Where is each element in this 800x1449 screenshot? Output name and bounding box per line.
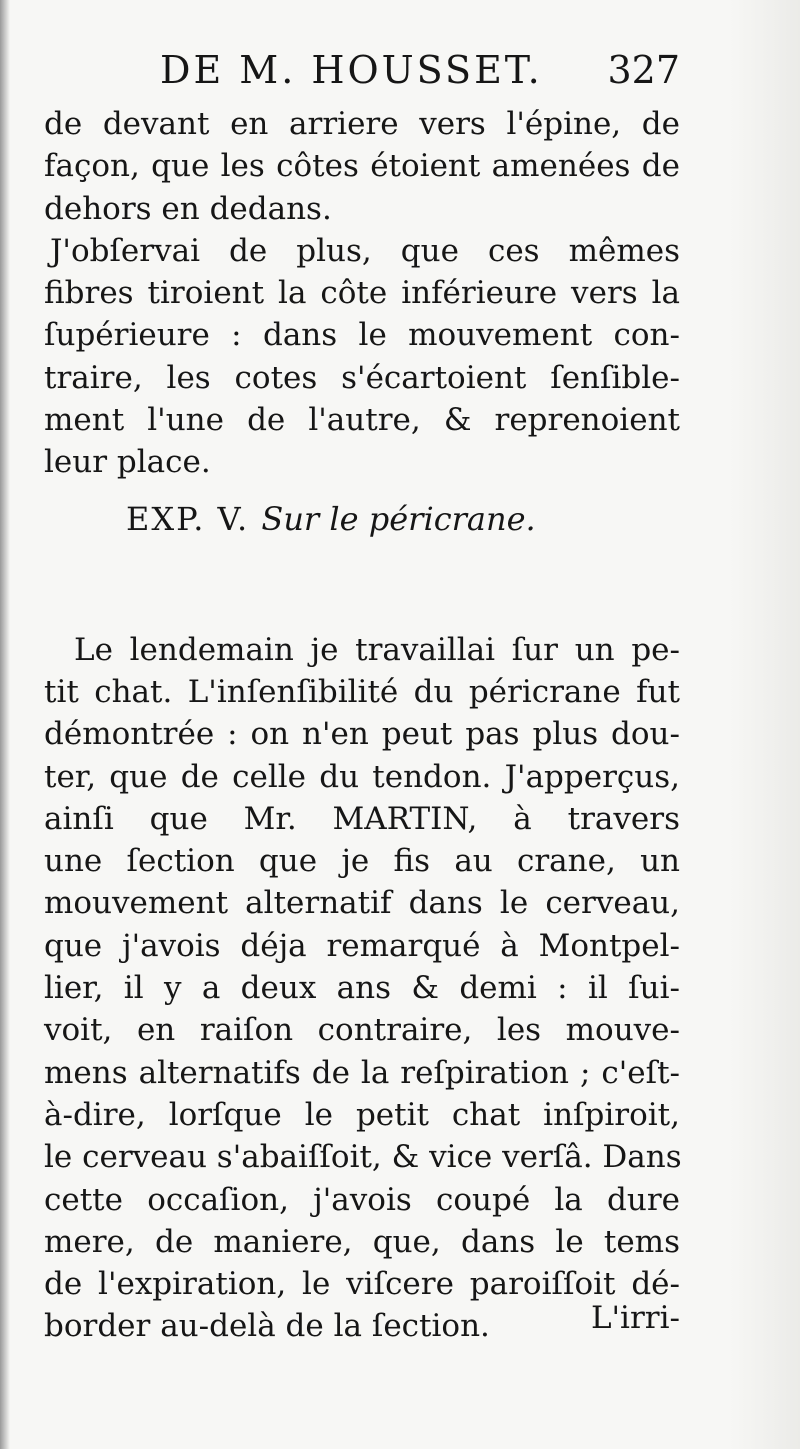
section-heading — [44, 484, 680, 629]
text-line: border au-delà de la ſection. — [44, 1308, 490, 1345]
gutter-shadow — [0, 0, 10, 1449]
text-line: ainſi que Mr. MARTIN, à travers — [44, 800, 680, 837]
heading-title: Sur le péricrane. — [261, 499, 536, 538]
page-edge — [730, 0, 800, 1449]
paragraph-2 — [44, 230, 680, 484]
page-header — [40, 48, 680, 98]
page-body — [44, 103, 680, 1348]
text-line: leur place. — [44, 444, 211, 481]
text-line: J'obſervai de plus, que ces mêmes — [50, 232, 680, 269]
text-line: de l'expiration, le viſcere paroiſſoit dé- — [44, 1266, 680, 1303]
text-line: ter, que de celle du tendon. J'apperçus, — [44, 758, 680, 795]
paragraph-3 — [44, 629, 680, 1348]
text-line: ſupérieure : dans le mouvement con- — [44, 317, 680, 354]
text-line: à-dire, lorſque le petit chat inſpiroit, — [44, 1096, 680, 1133]
text-line: ment l'une de l'autre, & reprenoient — [44, 402, 680, 439]
text-line: que j'avois déja remarqué à Montpel- — [44, 927, 680, 964]
text-line: mens alternatifs de la reſpiration ; c'eſt- — [44, 1054, 680, 1091]
text-line: voit, en raiſon contraire, les mouve- — [44, 1012, 680, 1049]
page-number: 327 — [607, 48, 680, 92]
text-line: mouvement alternatif dans le cerveau, — [44, 885, 680, 922]
text-line: façon, que les côtes étoient amenées de — [44, 148, 680, 185]
text-line: mere, de maniere, que, dans le tems — [44, 1223, 680, 1260]
text-line: fibres tiroient la côte inférieure vers la — [44, 275, 680, 312]
text-line: démontrée : on n'en peut pas plus dou- — [44, 716, 680, 753]
text-line: une ſection que je fis au crane, un — [44, 843, 680, 880]
text-line: Le lendemain je travaillai ſur un pe- — [74, 631, 680, 668]
heading-label: EXP. V. — [126, 499, 250, 538]
text-line: traire, les cotes s'écartoient ſenſible- — [44, 359, 680, 396]
text-line: lier, il y a deux ans & demi : il ſui- — [44, 970, 680, 1007]
text-line: cette occaſion, j'avois coupé la dure — [44, 1181, 680, 1218]
text-line: tit chat. L'inſenſibilité du péricrane fut — [44, 673, 680, 710]
paragraph-1 — [44, 103, 680, 230]
catchword: L'irri- — [590, 1300, 680, 1336]
text-line: le cerveau s'abaiſſoit, & vice verſâ. Dans — [44, 1139, 682, 1176]
running-head: DE M. HOUSSET. — [160, 48, 543, 92]
text-line: de devant en arriere vers l'épine, de — [44, 106, 680, 142]
text-line: dehors en dedans. — [44, 190, 332, 227]
